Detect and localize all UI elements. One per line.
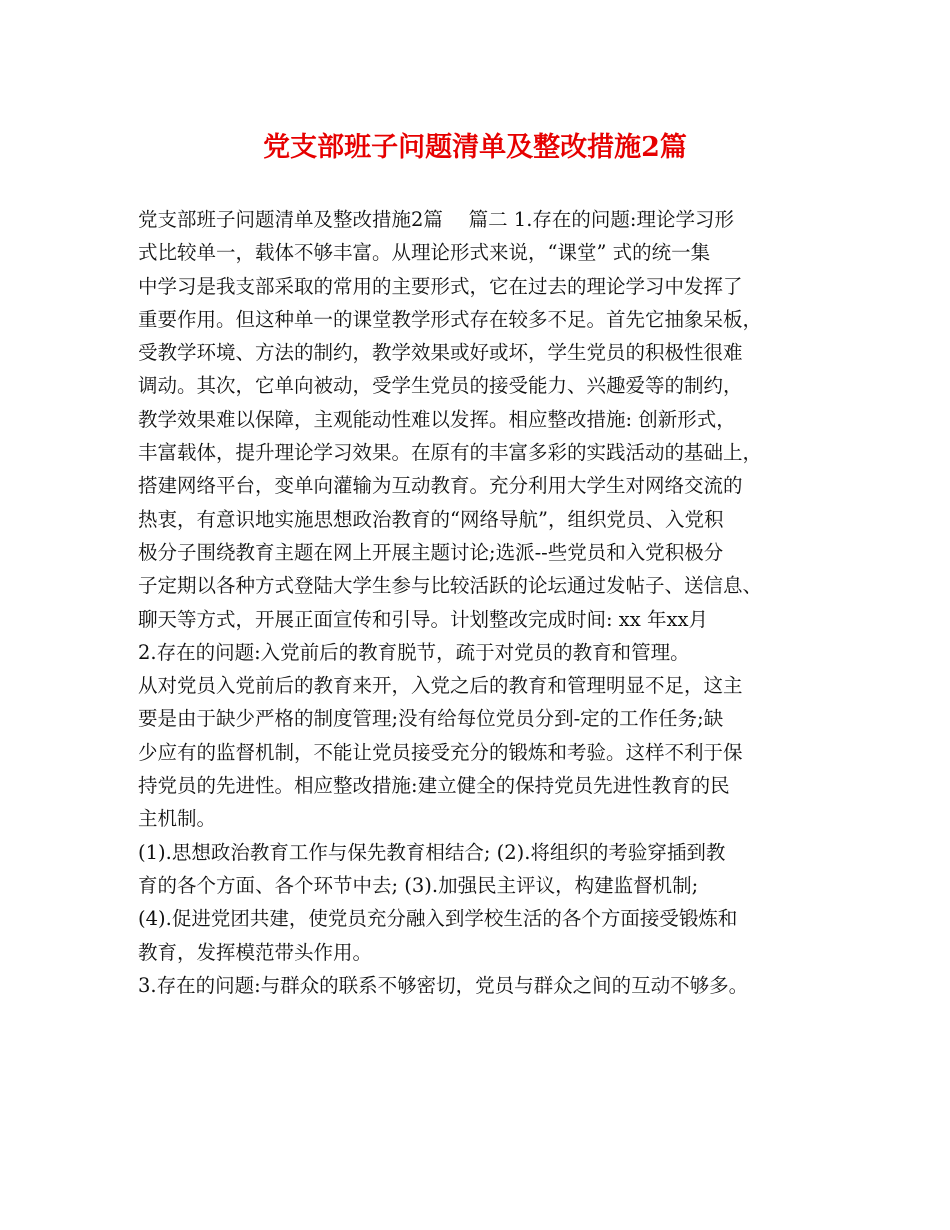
body-text-line: 从对党员入党前后的教育来开，入党之后的教育和管理明显不足，这主: [138, 674, 743, 698]
body-text-line: 持党员的先进性。相应整改措施:建立健全的保持党员先进性教育的民: [138, 774, 730, 798]
body-text-line: (4).促进党团共建，使党员充分融入到学校生活的各个方面接受锻炼和: [138, 907, 738, 931]
body-text-line: 教育，发挥模范带头作用。: [138, 940, 373, 964]
document-body: [138, 203, 828, 1002]
body-text-line: 极分子围绕教育主题在网上开展主题讨论;选派--些党员和入党积极分: [138, 540, 724, 564]
body-text-line: 受教学环境、方法的制约，教学效果或好或坏，学生党员的积极性很难: [138, 341, 743, 365]
body-text-line: 2.存在的问题:入党前后的教育脱节，疏于对党员的教育和管理。: [138, 640, 690, 664]
body-text-line: 少应有的监督机制，不能让党员接受充分的锻炼和考验。这样不利于保: [138, 740, 743, 764]
body-text-line: 调动。其次，它单向被动，受学生党员的接受能力、兴趣爱等的制约，: [138, 374, 743, 398]
body-text-line: 聊天等方式，开展正面宣传和引导。计划整改完成时间: xx 年xx月: [138, 607, 708, 631]
body-text-line: 主机制。: [138, 807, 217, 831]
body-text-line: (1).思想政治教育工作与保先教育相结合; (2).将组织的考验穿插到教: [138, 840, 726, 864]
document-title: 党支部班子问题清单及整改措施2篇: [263, 132, 687, 163]
body-text-line: 3.存在的问题:与群众的联系不够密切，党员与群众之间的互动不够多。: [138, 973, 749, 997]
body-text-line: 式比较单一，载体不够丰富。从理论形式来说，“课堂” 式的统一集: [138, 241, 711, 265]
body-text-line: 子定期以各种方式登陆大学生参与比较活跃的论坛通过发帖子、送信息、: [138, 574, 763, 598]
body-text-line: 热衷，有意识地实施思想政治教育的“网络导航”，组织党员、入党积: [138, 507, 724, 531]
body-text-line: 育的各个方面、各个环节中去; (3).加强民主评议，构建监督机制;: [138, 873, 699, 897]
body-text-line: 丰富载体，提升理论学习效果。在原有的丰富多彩的实践活动的基础上，: [138, 441, 763, 465]
body-text-line: 党支部班子问题清单及整改措施2篇 篇二 1.存在的问题:理论学习形: [138, 208, 734, 231]
body-text-line: 重要作用。但这种单一的课堂教学形式存在较多不足。首先它抽象呆板，: [138, 307, 763, 331]
body-text-line: 搭建网络平台，变单向灌输为互动教育。充分利用大学生对网络交流的: [138, 474, 743, 498]
body-text-line: 教学效果难以保障，主观能动性难以发挥。相应整改措施: 创新形式，: [138, 407, 736, 431]
body-text-line: 要是由于缺少严格的制度管理;没有给每位党员分到-定的工作任务;缺: [138, 707, 724, 731]
body-text-line: 中学习是我支部采取的常用的主要形式，它在过去的理论学习中发挥了: [138, 274, 743, 298]
